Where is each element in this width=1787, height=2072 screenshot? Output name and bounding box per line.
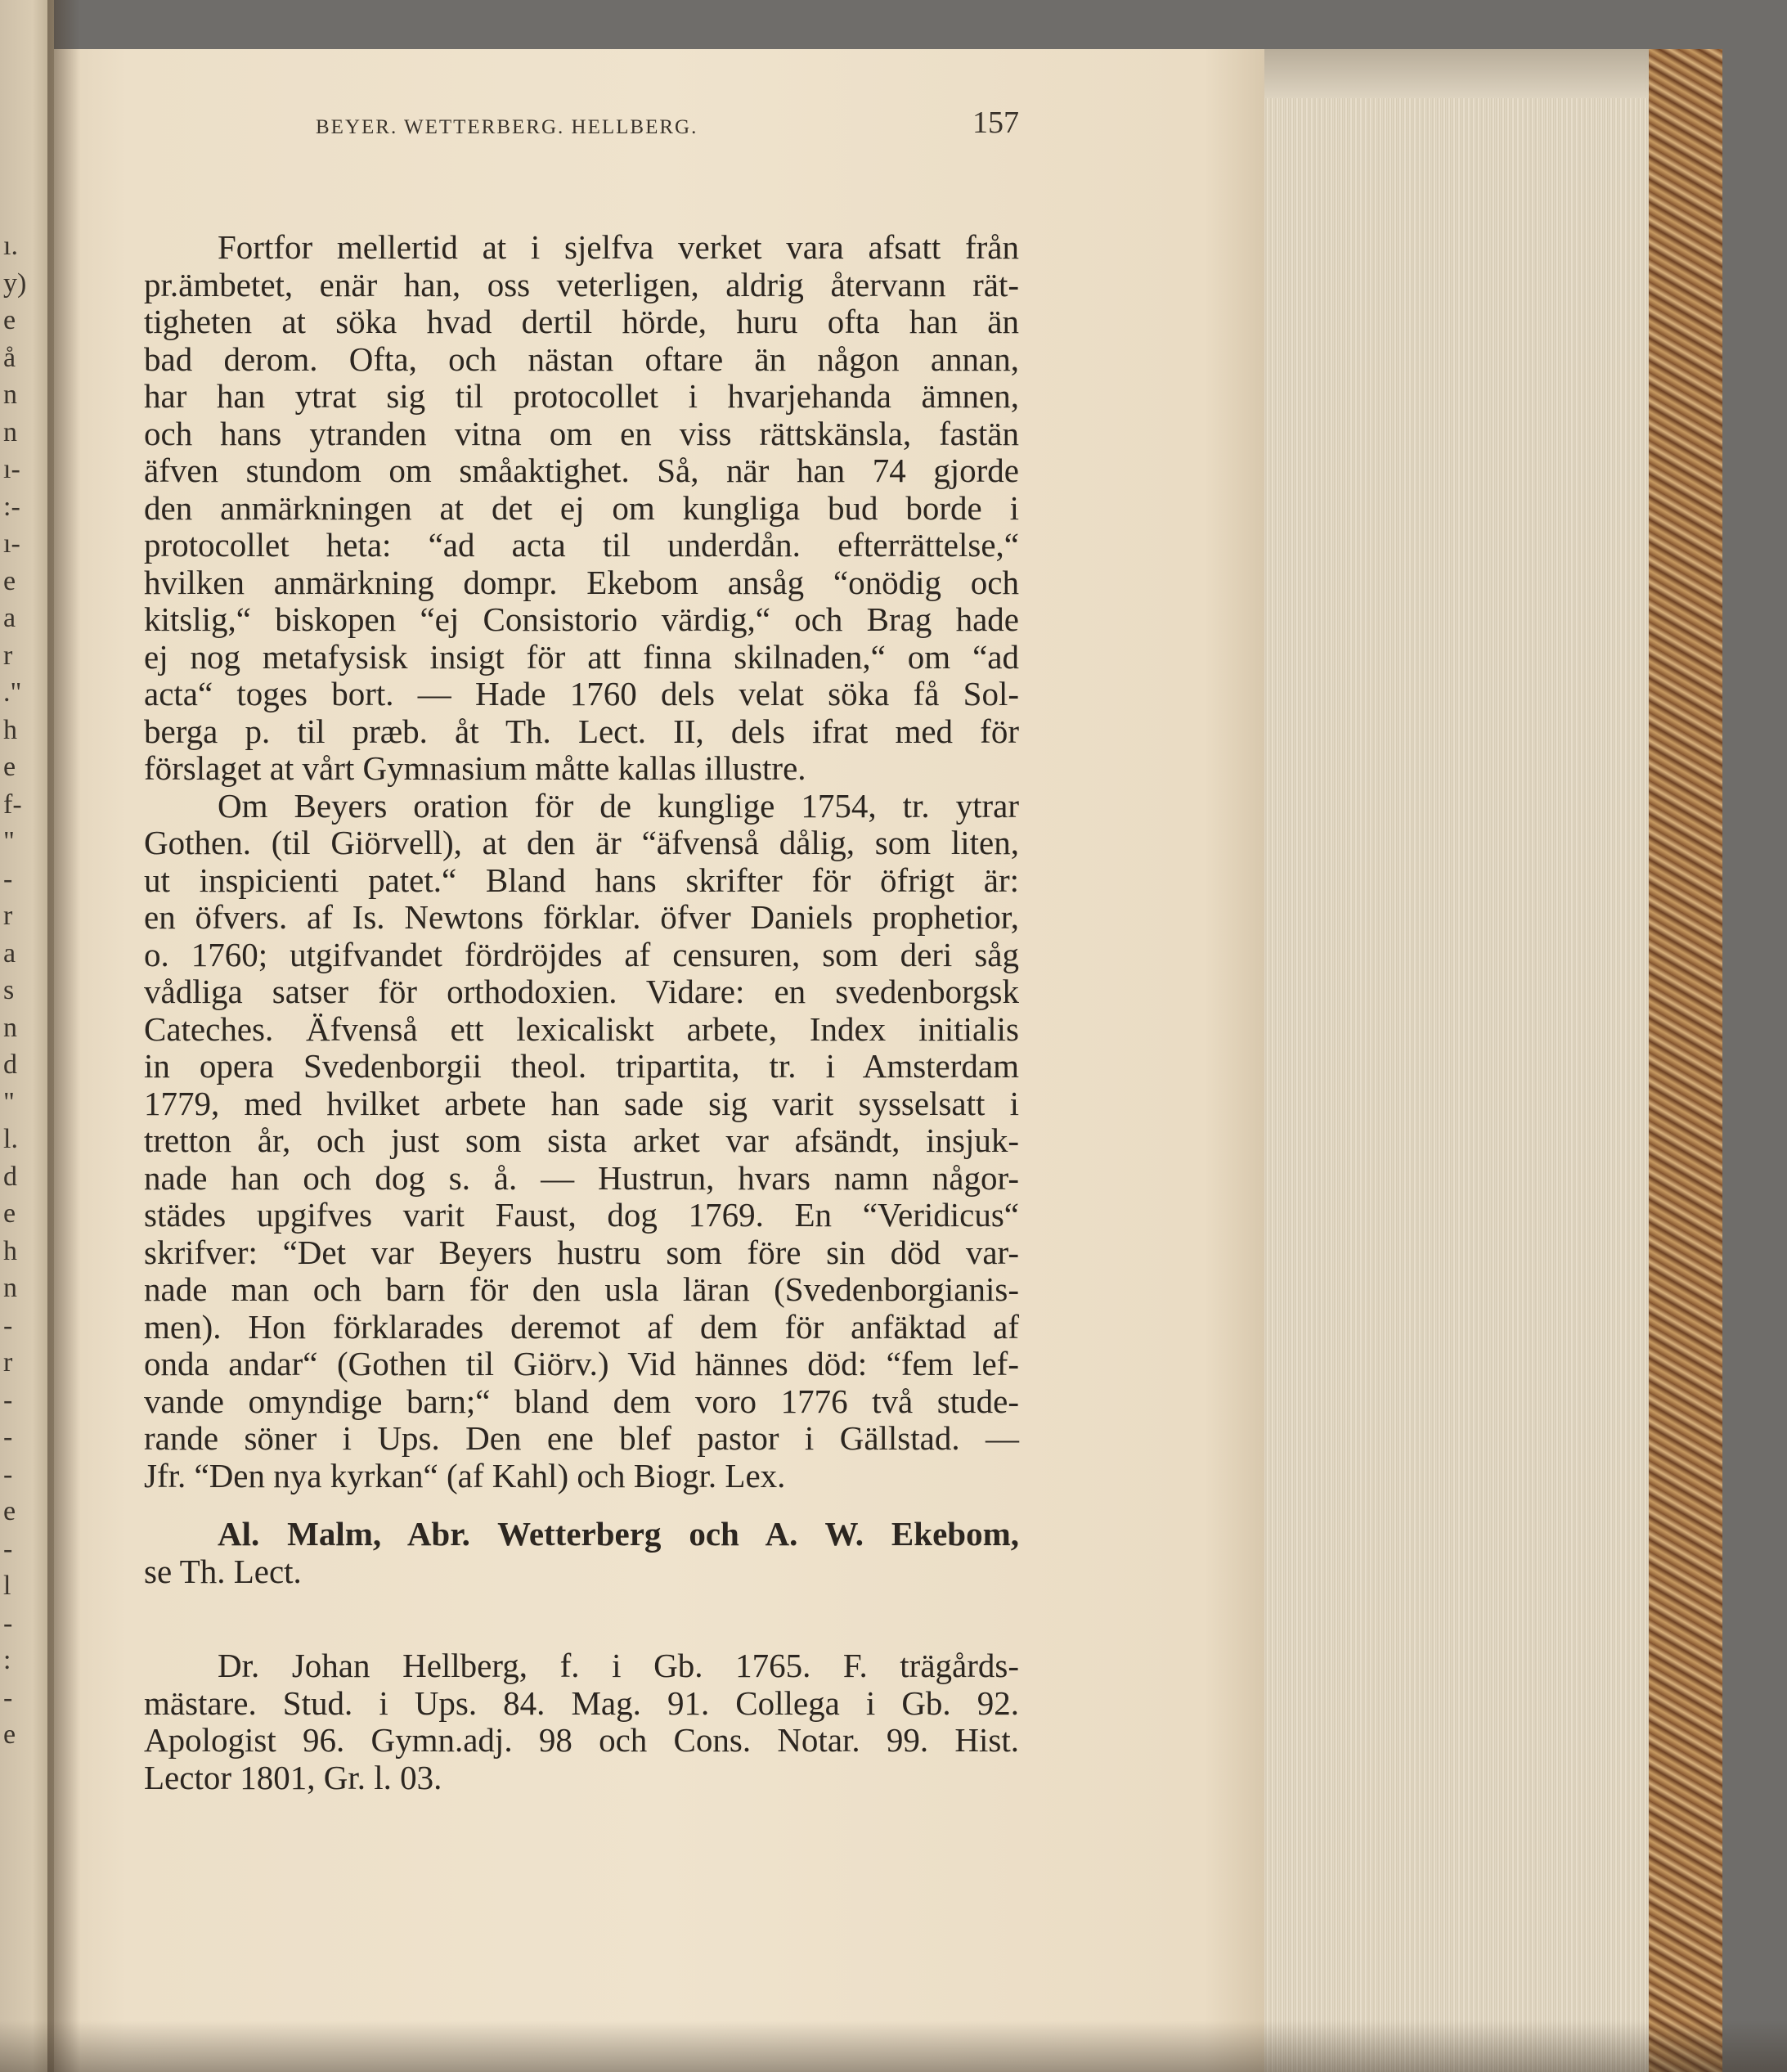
- text-line: se Th. Lect.: [144, 1552, 302, 1590]
- text-line: äfven stundom om småaktighet. Så, när han 74 gjorde: [144, 452, 1019, 489]
- previous-page-letter: -: [3, 1682, 13, 1713]
- previous-page-letter: y): [3, 267, 27, 299]
- entry-spacer: [144, 1494, 1019, 1516]
- previous-page-letter: r: [3, 901, 13, 931]
- paragraph-beyer-oration: [144, 788, 1019, 1495]
- previous-page-letter: d: [3, 1049, 17, 1080]
- previous-page-letter: s: [3, 975, 15, 1005]
- previous-page-letter: -: [3, 1384, 13, 1415]
- previous-page-letter: r: [3, 640, 13, 671]
- text-line: pr.ämbetet, enär han, oss veterligen, aldrig återvann rät-: [144, 265, 1019, 303]
- text-line: acta“ toges bort. — Hade 1760 dels velat söka få Sol-: [144, 675, 1019, 712]
- previous-page-letter: e: [3, 565, 16, 596]
- entry-hellberg: [144, 1647, 1019, 1796]
- text-line: o. 1760; utgifvandet fördröjdes af censuren, som deri såg: [144, 935, 1019, 973]
- previous-page-letter: e: [3, 1719, 16, 1750]
- text-line: protocollet heta: “ad acta til underdån. efterrättelse,“: [144, 526, 1019, 564]
- marbled-cover: [1649, 49, 1722, 2072]
- previous-page-letter: :-: [3, 491, 20, 522]
- gutter-shadow: [47, 0, 80, 2072]
- previous-page-letter: e: [3, 1198, 16, 1229]
- previous-page-letter: r: [3, 1347, 13, 1378]
- previous-page-letters: [0, 0, 54, 2072]
- text-line: Lector 1801, Gr. l. 03.: [144, 1758, 442, 1796]
- previous-page-letter: n: [3, 1273, 17, 1303]
- text-line: onda andar“ (Gothen til Giörv.) Vid hännes död: “fem lef-: [144, 1345, 1019, 1382]
- text-line: vande omyndige barn;“ bland dem voro 1776 två stude-: [144, 1382, 1019, 1420]
- previous-page-letter: n: [3, 380, 17, 410]
- text-line: den anmärkningen at det ej om kungliga bud borde i: [144, 488, 1019, 527]
- running-head: BEYER. WETTERBERG. HELLBERG.: [316, 116, 698, 138]
- text-line: rande söner i Ups. Den ene blef pastor i Gällstad. —: [144, 1419, 1019, 1457]
- text-line: har han ytrat sig til protocollet i hvarjehanda ämnen,: [144, 377, 1019, 415]
- previous-page-letter: :: [3, 1645, 11, 1675]
- text-line: Al. Malm, Abr. Wetterberg och A. W. Ekebom,: [218, 1515, 1019, 1553]
- previous-page-letter: h: [3, 714, 17, 745]
- previous-page-letter: l.: [3, 1124, 18, 1154]
- text-line: ej nog metafysisk insigt för att finna skilnaden,“ om “ad: [144, 637, 1019, 676]
- text-line: Gothen. (til Giörvell), at den är “äfvenså dålig, som liten,: [144, 824, 1019, 861]
- text-line: tretton år, och just som sista arket var afsändt, insjuk-: [144, 1121, 1019, 1159]
- previous-page-letter: ı-: [3, 528, 20, 559]
- text-line: en öfvers. af Is. Newtons förklar. öfver Daniels prophetior,: [144, 898, 1019, 936]
- text-line: Dr. Johan Hellberg, f. i Gb. 1765. F. trägårds-: [218, 1647, 1019, 1684]
- previous-page-letter: ": [3, 1086, 15, 1117]
- text-line: berga p. til præb. åt Th. Lect. II, dels ifrat med för: [144, 712, 1019, 750]
- text-line: städes upgifves varit Faust, dog 1769. En “Veridicus“: [144, 1196, 1019, 1234]
- previous-page-letter: n: [3, 416, 17, 447]
- text-line: 1779, med hvilket arbete han sade sig varit sysselsatt i: [144, 1084, 1019, 1122]
- bottom-shadow: [0, 2020, 1787, 2072]
- page-body: [144, 229, 1019, 1796]
- page-edges: [1264, 49, 1649, 2072]
- page-header: [258, 105, 1019, 154]
- text-line: Cateches. Äfvenså ett lexicaliskt arbete, Index initialis: [144, 1009, 1019, 1048]
- text-line: tigheten at söka hvad dertil hörde, huru ofta han än: [144, 303, 1019, 340]
- text-line: Fortfor mellertid at i sjelfva verket vara afsatt från: [218, 228, 1019, 266]
- previous-page-letter: h: [3, 1235, 17, 1266]
- text-line: Jfr. “Den nya kyrkan“ (af Kahl) och Biogr. Lex.: [144, 1456, 786, 1494]
- entry-spacer: [144, 1590, 1019, 1647]
- previous-page-letter: a: [3, 937, 16, 969]
- text-line: Om Beyers oration för de kunglige 1754, tr. ytrar: [218, 786, 1019, 825]
- previous-page-letter: ": [3, 826, 15, 856]
- previous-page-letter: e: [3, 305, 16, 335]
- previous-page-letter: .": [3, 677, 22, 708]
- text-line: och hans ytranden vitna om en viss rättskänsla, fastän: [144, 414, 1019, 452]
- text-line: ut inspicienti patet.“ Bland hans skrifter för öfrigt är:: [144, 861, 1019, 899]
- text-line: nade han och dog s. å. — Hustrun, hvars namn någor-: [144, 1158, 1019, 1197]
- text-line: Apologist 96. Gymn.adj. 98 och Cons. Notar. 99. Hist.: [144, 1721, 1019, 1759]
- page-number: 157: [972, 106, 1019, 140]
- text-line: förslaget at vårt Gymnasium måtte kallas illustre.: [144, 749, 806, 787]
- previous-page-letter: -: [3, 863, 13, 894]
- text-line: skrifver: “Det var Beyers hustru som före sin död var-: [144, 1233, 1019, 1271]
- text-line: vådliga satser för orthodoxien. Vidare: en svedenborgsk: [144, 973, 1019, 1010]
- previous-page-letter: å: [3, 342, 16, 373]
- text-line: men). Hon förklarades deremot af dem för anfäktad af: [144, 1307, 1019, 1346]
- previous-page-letter: d: [3, 1161, 17, 1192]
- previous-page-letter: e: [3, 752, 16, 782]
- previous-page-letter: l: [3, 1571, 11, 1601]
- previous-page-letter: a: [3, 603, 16, 633]
- previous-page-letter: -: [3, 1607, 13, 1638]
- previous-page-letter: -: [3, 1458, 13, 1490]
- text-line: in opera Svedenborgii theol. tripartita, tr. i Amsterdam: [144, 1047, 1019, 1085]
- page-edges-top: [1264, 49, 1649, 98]
- text-line: hvilken anmärkning dompr. Ekebom ansåg “onödig och: [144, 563, 1019, 601]
- previous-page-letter: f-: [3, 789, 22, 820]
- paragraph-beyer-continued: [144, 229, 1019, 788]
- entry-malm-wetterberg-ekebom: [144, 1516, 1019, 1590]
- previous-page-letter: -: [3, 1310, 13, 1341]
- text-line: nade man och barn för den usla läran (Svedenborgianis-: [144, 1270, 1019, 1308]
- previous-page-letter: e: [3, 1496, 16, 1526]
- previous-page-letter: ı.: [3, 231, 18, 261]
- text-line: kitslig,“ biskopen “ej Consistorio värdig,“ och Brag hade: [144, 600, 1019, 638]
- previous-page-letter: n: [3, 1012, 17, 1043]
- text-line: mästare. Stud. i Ups. 84. Mag. 91. Collega i Gb. 92.: [144, 1683, 1019, 1722]
- previous-page-letter: ı-: [3, 454, 20, 484]
- previous-page-letter: -: [3, 1533, 13, 1564]
- text-line: bad derom. Ofta, och nästan oftare än någon annan,: [144, 339, 1019, 378]
- previous-page-letter: -: [3, 1422, 13, 1452]
